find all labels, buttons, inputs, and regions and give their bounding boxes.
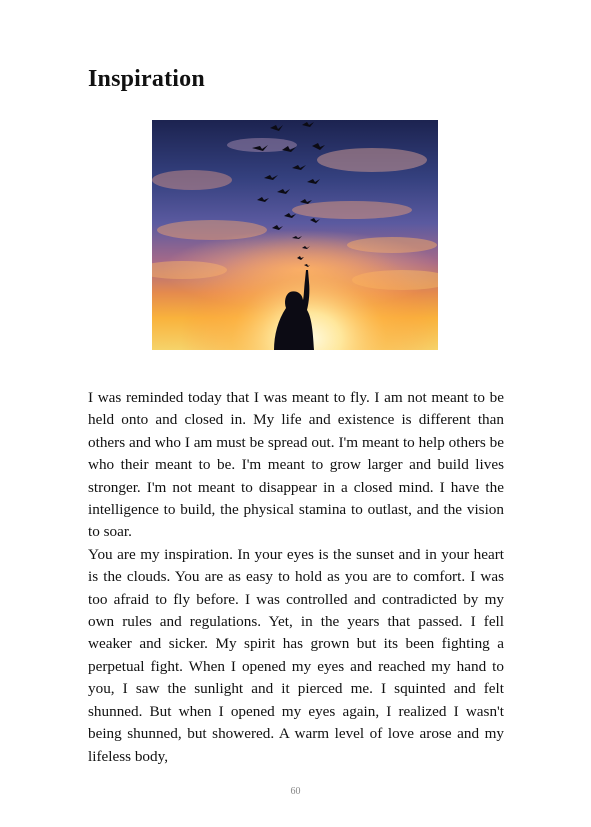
body-text [88, 387, 504, 768]
page-title: Inspiration [88, 66, 205, 92]
paragraph: I was reminded today that I was meant to fly. I am not meant to be held onto and closed in. My life and existence is different than others and who I am must be spread out. I'm meant to help others be who their meant to be. I'm meant to grow larger and build lives stronger. I'm not meant to disappear in a closed mind. I have the intelligence to build, the physical stamina to outlast, and the vision to soar. [88, 389, 504, 541]
sunset-silhouette-birds-image [152, 120, 438, 350]
paragraph: You are my inspiration. In your eyes is the sunset and in your heart is the clouds. You are as easy to hold as you are to comfort. I was too afraid to fly before. I was controlled and contradicted by my own rules and regulations. Yet, in the years that passed. I fell weaker and sicker. My spirit has grown but its been fighting a perpetual fight. When I opened my eyes and reached my hand to you, I saw the sunlight and it pierced me. I squinted and felt shunned. But when I opened my eyes again, I realized I wasn't being shunned, but showered. A warm level of love arose and my lifeless body, [88, 545, 504, 765]
page-number: 60 [290, 786, 301, 797]
